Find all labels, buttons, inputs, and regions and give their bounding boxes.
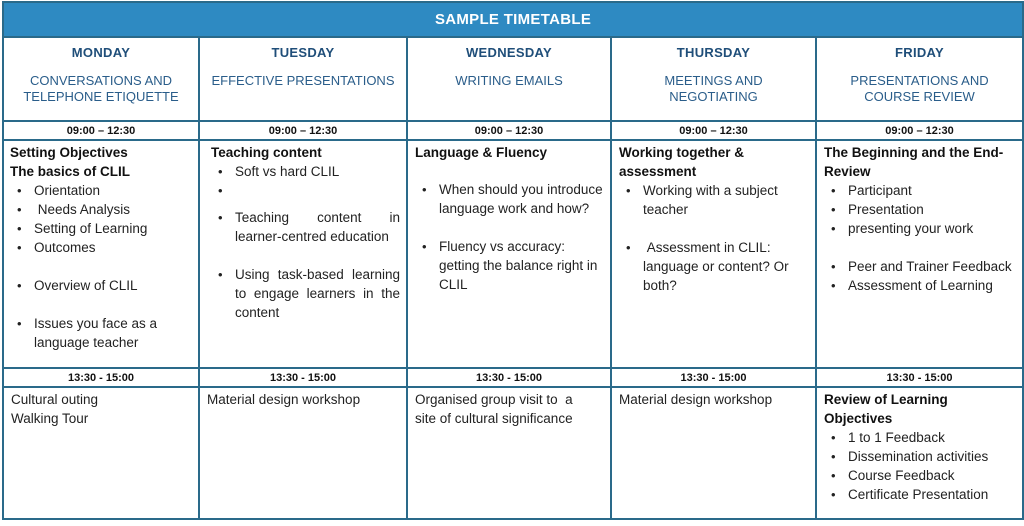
day-header-tuesday xyxy=(199,37,407,121)
session-heading: The basics of CLIL xyxy=(10,164,131,179)
day-header-thursday xyxy=(611,37,816,121)
list-item: • Using task-based learning to engage learners in the content xyxy=(235,265,400,322)
day-header-wednesday xyxy=(407,37,611,121)
list-item: • Presentation xyxy=(848,200,1016,219)
session-list xyxy=(207,162,400,322)
session-heading: Review of Learning Objectives xyxy=(824,392,948,426)
session-list xyxy=(619,181,809,295)
list-item: • Setting of Learning xyxy=(34,219,192,238)
day-name: WEDNESDAY xyxy=(465,45,552,60)
list-item: • Dissemination activities xyxy=(848,447,1016,466)
list-item: • When should you introduce language work and how? xyxy=(439,180,604,218)
session-text: Cultural outing xyxy=(11,392,99,407)
session-list xyxy=(824,428,1016,504)
session-text: Walking Tour xyxy=(11,411,89,426)
list-item: • Certificate Presentation xyxy=(848,485,1016,504)
session-list xyxy=(415,180,604,294)
list-item: • Needs Analysis xyxy=(34,200,192,219)
list-item: • Soft vs hard CLIL xyxy=(235,162,400,181)
time-slot: 09:00 – 12:30 xyxy=(407,121,611,140)
list-item: • Issues you face as a language teacher xyxy=(34,314,192,352)
session-text: Organised group visit to a site of cultural significance xyxy=(415,392,577,426)
day-topic: MEETINGS AND NEGOTIATING xyxy=(664,73,763,104)
session-list xyxy=(824,181,1016,295)
day-topic: WRITING EMAILS xyxy=(455,73,563,88)
list-item: • Peer and Trainer Feedback xyxy=(848,257,1016,276)
list-item: • Participant xyxy=(848,181,1016,200)
day-name: FRIDAY xyxy=(895,45,945,60)
list-item: • Assessment in CLIL: language or content? Or both? xyxy=(643,238,809,295)
session-heading: The Beginning and the End-Review xyxy=(824,145,1004,179)
list-item: • presenting your work xyxy=(848,219,1016,238)
time-slot: 13:30 - 15:00 xyxy=(199,368,407,387)
session-list xyxy=(10,181,192,352)
session-tuesday-afternoon xyxy=(199,387,407,519)
session-monday-afternoon xyxy=(3,387,199,519)
time-slot: 13:30 - 15:00 xyxy=(3,368,199,387)
time-slot: 13:30 - 15:00 xyxy=(407,368,611,387)
day-topic: PRESENTATIONS AND COURSE REVIEW xyxy=(850,73,989,104)
time-slot: 13:30 - 15:00 xyxy=(611,368,816,387)
session-heading: Setting Objectives xyxy=(10,145,128,160)
list-item: • Fluency vs accuracy: getting the balance right in CLIL xyxy=(439,237,604,294)
day-name: TUESDAY xyxy=(271,45,335,60)
list-item: • Working with a subject teacher xyxy=(643,181,809,219)
list-item: • Orientation xyxy=(34,181,192,200)
day-topic: EFFECTIVE PRESENTATIONS xyxy=(211,73,395,88)
time-slot: 09:00 – 12:30 xyxy=(199,121,407,140)
day-topic: CONVERSATIONS AND TELEPHONE ETIQUETTE xyxy=(23,73,179,104)
session-heading: Language & Fluency xyxy=(415,145,548,160)
list-item: • Outcomes xyxy=(34,238,192,257)
day-name: THURSDAY xyxy=(676,45,751,60)
list-item: • Course Feedback xyxy=(848,466,1016,485)
session-thursday-afternoon xyxy=(611,387,816,519)
day-header-monday xyxy=(3,37,199,121)
session-thursday-morning xyxy=(611,140,816,368)
list-item: • 1 to 1 Feedback xyxy=(848,428,1016,447)
session-friday-afternoon xyxy=(816,387,1023,519)
time-slot: 09:00 – 12:30 xyxy=(3,121,199,140)
time-slot: 09:00 – 12:30 xyxy=(611,121,816,140)
session-text: Material design workshop xyxy=(207,392,361,407)
session-wednesday-morning xyxy=(407,140,611,368)
session-friday-morning xyxy=(816,140,1023,368)
time-slot: 13:30 - 15:00 xyxy=(816,368,1023,387)
session-text: Material design workshop xyxy=(619,392,773,407)
time-slot: 09:00 – 12:30 xyxy=(816,121,1023,140)
day-name: MONDAY xyxy=(71,45,131,60)
session-tuesday-morning xyxy=(199,140,407,368)
list-item xyxy=(235,181,400,200)
session-wednesday-afternoon xyxy=(407,387,611,519)
session-heading: Working together & assessment xyxy=(619,145,745,179)
timetable-title: SAMPLE TIMETABLE xyxy=(3,2,1023,37)
timetable xyxy=(2,1,1024,520)
list-item: • Teaching content in learner-centred education xyxy=(235,208,400,246)
session-monday-morning xyxy=(3,140,199,368)
session-heading: Teaching content xyxy=(211,145,322,160)
list-item: • Overview of CLIL xyxy=(34,276,192,295)
list-item: • Assessment of Learning xyxy=(848,276,1016,295)
day-header-friday xyxy=(816,37,1023,121)
